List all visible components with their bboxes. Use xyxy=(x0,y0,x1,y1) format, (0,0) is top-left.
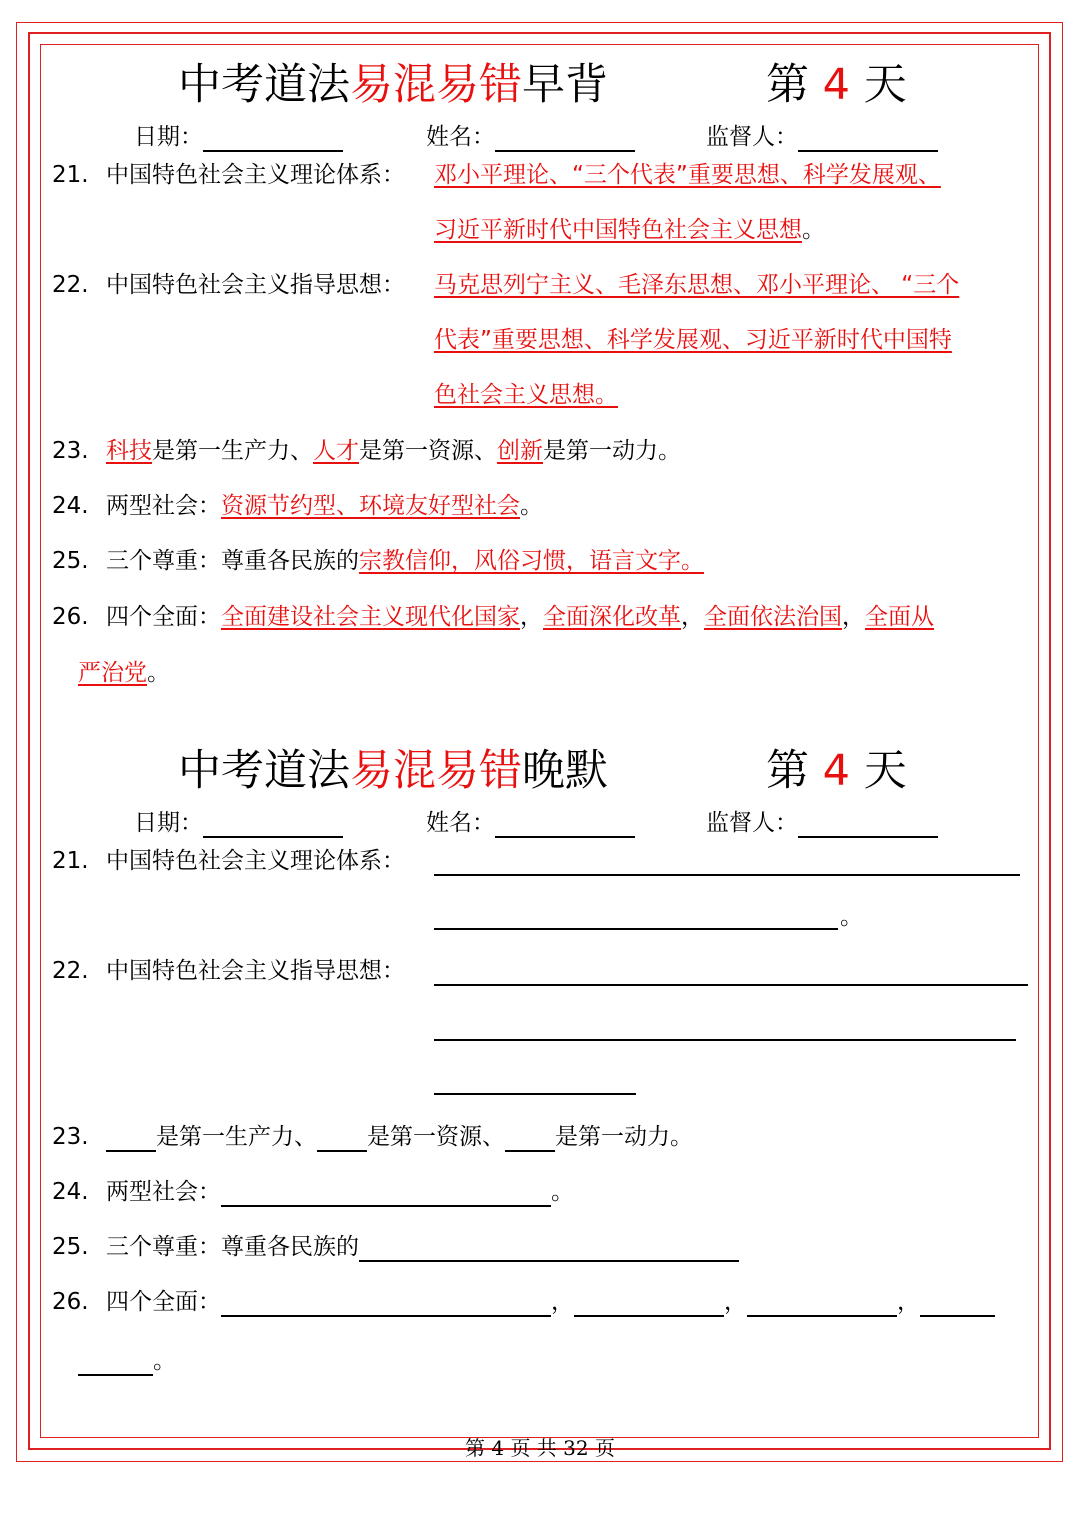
comma: ， xyxy=(551,1289,574,1315)
morning-q21-cont xyxy=(434,215,825,245)
item-number: 21. xyxy=(52,162,89,188)
date-label: 日期： xyxy=(134,810,203,836)
comma: ， xyxy=(681,604,704,630)
morning-q22-cont1 xyxy=(434,325,952,355)
morning-title-highlight: 易混易错 xyxy=(350,60,522,110)
day-number: 4 xyxy=(822,746,851,796)
answer-text: 宗教信仰，风俗习惯，语言文字。 xyxy=(359,548,704,574)
name-label: 姓名： xyxy=(426,810,495,836)
period: 。 xyxy=(840,904,863,930)
period: 。 xyxy=(802,217,825,243)
item-number: 25. xyxy=(52,1234,89,1260)
item-number: 21. xyxy=(52,848,89,874)
period: 。 xyxy=(153,1348,176,1374)
morning-supervisor-field xyxy=(706,122,938,152)
evening-day xyxy=(766,746,907,796)
answer-blank[interactable] xyxy=(221,1181,551,1207)
answer-text: 代表”重要思想、科学发展观、习近平新时代中国特 xyxy=(434,327,952,353)
evening-name-field xyxy=(426,808,635,838)
item-label: 四个全面： xyxy=(106,604,221,630)
evening-q21-end xyxy=(840,902,863,932)
day-suffix: 天 xyxy=(863,60,907,110)
answer-text: 资源节约型、环境友好型社会 xyxy=(221,493,520,519)
evening-supervisor-field xyxy=(706,808,938,838)
name-blank[interactable] xyxy=(495,128,635,152)
evening-date-field xyxy=(134,808,343,838)
answer-text: 创新 xyxy=(497,438,543,464)
item-label: 中国特色社会主义理论体系： xyxy=(106,162,405,188)
item-label: 中国特色社会主义理论体系： xyxy=(106,848,405,874)
item-number: 24. xyxy=(52,1179,89,1205)
date-blank[interactable] xyxy=(203,814,343,838)
evening-title-prefix: 中考道法 xyxy=(178,746,350,796)
supervisor-blank[interactable] xyxy=(798,128,938,152)
answer-text: 马克思列宁主义、毛泽东思想、邓小平理论、 “三个 xyxy=(434,272,960,298)
answer-text: 严治党 xyxy=(78,660,147,686)
evening-title-highlight: 易混易错 xyxy=(350,746,522,796)
item-label: 三个尊重：尊重各民族的 xyxy=(106,548,359,574)
morning-title-prefix: 中考道法 xyxy=(178,60,350,110)
answer-blank[interactable] xyxy=(434,984,1028,986)
day-prefix: 第 xyxy=(766,746,809,796)
answer-blank[interactable] xyxy=(505,1126,555,1152)
item-text: 是第一生产力、 xyxy=(156,1124,317,1150)
item-label: 两型社会： xyxy=(106,1179,221,1205)
date-label: 日期： xyxy=(134,124,203,150)
item-number: 26. xyxy=(52,1289,89,1315)
answer-blank[interactable] xyxy=(434,928,838,930)
day-prefix: 第 xyxy=(766,60,809,110)
comma: ， xyxy=(842,604,865,630)
item-number: 23. xyxy=(52,438,89,464)
answer-blank[interactable] xyxy=(359,1236,739,1262)
comma: ， xyxy=(897,1289,920,1315)
answer-text: 全面深化改革 xyxy=(543,604,681,630)
item-label: 中国特色社会主义指导思想： xyxy=(106,272,405,298)
name-label: 姓名： xyxy=(426,124,495,150)
item-text: 是第一资源、 xyxy=(359,438,497,464)
answer-blank[interactable] xyxy=(434,1093,636,1095)
answer-blank[interactable] xyxy=(920,1291,995,1317)
morning-q26-cont xyxy=(78,658,170,688)
morning-day xyxy=(766,60,907,110)
date-blank[interactable] xyxy=(203,128,343,152)
answer-text: 科技 xyxy=(106,438,152,464)
answer-text: 全面建设社会主义现代化国家 xyxy=(221,604,520,630)
morning-date-field xyxy=(134,122,343,152)
inner-border xyxy=(40,44,1039,1438)
item-number: 24. xyxy=(52,493,89,519)
item-label: 四个全面： xyxy=(106,1289,221,1315)
answer-text: 邓小平理论、“三个代表”重要思想、科学发展观、 xyxy=(434,162,941,188)
name-blank[interactable] xyxy=(495,814,635,838)
answer-blank[interactable] xyxy=(747,1291,897,1317)
item-number: 23. xyxy=(52,1124,89,1150)
period: 。 xyxy=(520,493,543,519)
item-number: 22. xyxy=(52,272,89,298)
item-label: 中国特色社会主义指导思想： xyxy=(106,958,405,984)
comma: ， xyxy=(520,604,543,630)
answer-text: 习近平新时代中国特色社会主义思想 xyxy=(434,217,802,243)
item-text: 是第一生产力、 xyxy=(152,438,313,464)
answer-blank[interactable] xyxy=(106,1126,156,1152)
item-label: 三个尊重：尊重各民族的 xyxy=(106,1234,359,1260)
day-number: 4 xyxy=(822,60,851,110)
answer-blank[interactable] xyxy=(574,1291,724,1317)
period: 。 xyxy=(551,1179,574,1205)
page-footer: 第 4 页 共 32 页 xyxy=(465,1436,615,1460)
day-suffix: 天 xyxy=(863,746,907,796)
supervisor-label: 监督人： xyxy=(706,810,798,836)
item-number: 26. xyxy=(52,604,89,630)
morning-title-suffix: 早背 xyxy=(522,60,608,110)
answer-text: 全面从 xyxy=(865,604,934,630)
answer-text: 全面依法治国 xyxy=(704,604,842,630)
answer-blank[interactable] xyxy=(221,1291,551,1317)
item-number: 22. xyxy=(52,958,89,984)
supervisor-label: 监督人： xyxy=(706,124,798,150)
answer-blank[interactable] xyxy=(78,1350,153,1376)
item-text: 是第一动力。 xyxy=(555,1124,693,1150)
comma: ， xyxy=(724,1289,747,1315)
answer-blank[interactable] xyxy=(434,1039,1016,1041)
answer-text: 色社会主义思想。 xyxy=(434,382,618,408)
supervisor-blank[interactable] xyxy=(798,814,938,838)
morning-q22-cont2 xyxy=(434,380,618,410)
item-text: 是第一动力。 xyxy=(543,438,681,464)
morning-name-field xyxy=(426,122,635,152)
answer-blank[interactable] xyxy=(434,874,1020,876)
item-number: 25. xyxy=(52,548,89,574)
item-label: 两型社会： xyxy=(106,493,221,519)
period: 。 xyxy=(147,660,170,686)
evening-q26-cont xyxy=(78,1346,176,1376)
answer-blank[interactable] xyxy=(317,1126,367,1152)
item-text: 是第一资源、 xyxy=(367,1124,505,1150)
answer-text: 人才 xyxy=(313,438,359,464)
evening-title-suffix: 晚默 xyxy=(522,746,608,796)
